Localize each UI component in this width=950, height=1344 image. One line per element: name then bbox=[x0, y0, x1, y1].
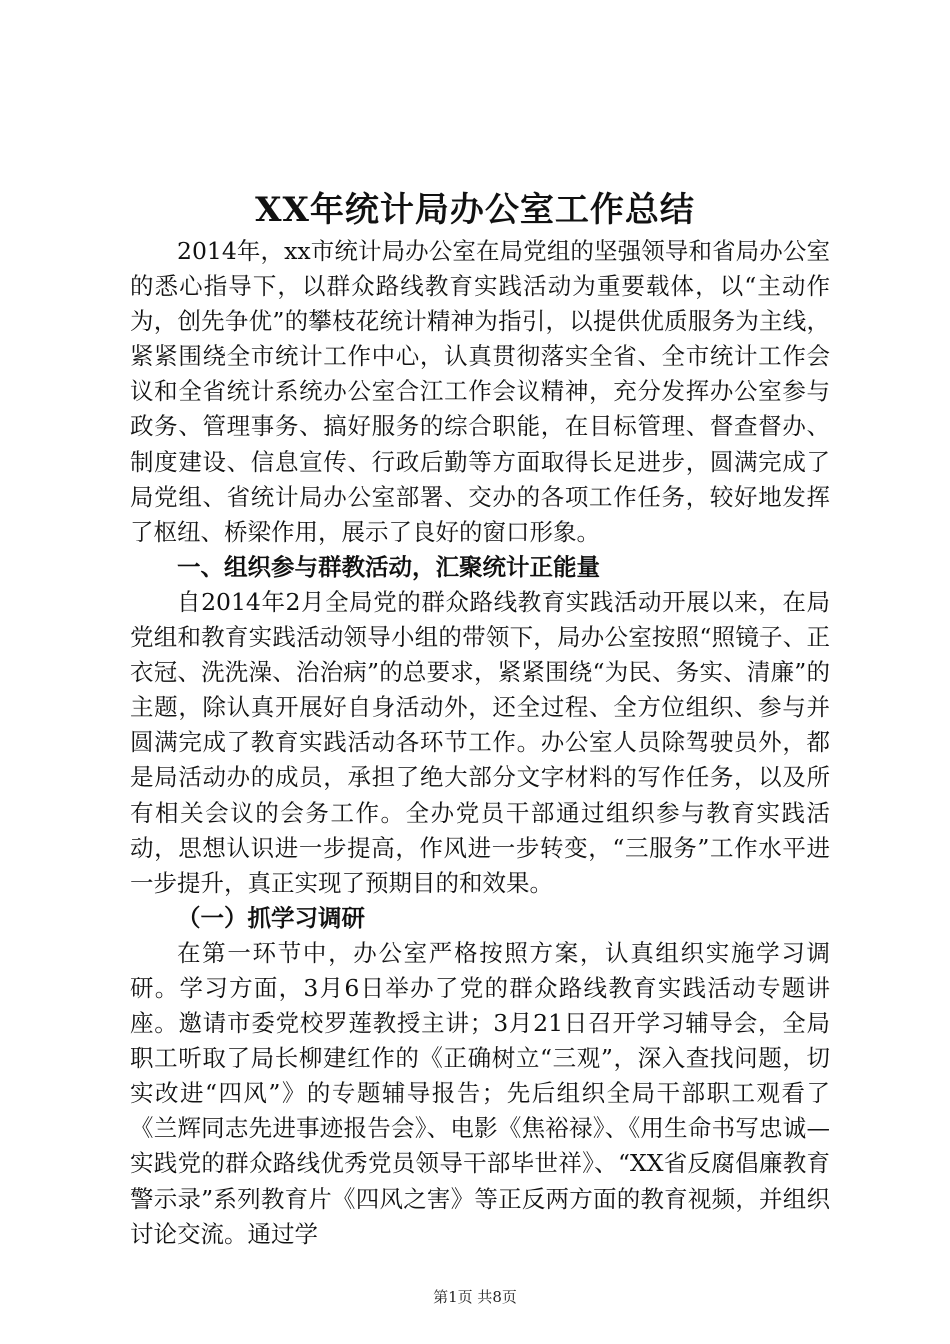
subsection-heading: （一）抓学习调研 bbox=[177, 903, 365, 932]
section-heading: 一、组织参与群教活动，汇聚统计正能量 bbox=[177, 552, 600, 581]
intro-paragraph: 2014年，xx市统计局办公室在局党组的坚强领导和省局办公室的悉心指导下，以群众路线教育实践活动为重要载体，以“主动作为，创先争优”的攀枝花统计精神为指引，以提供优质服务为主线，紧紧围绕全市统计工作中心，认真贯彻落实全省、全市统计工作会议和全省统计系统办公室合江工作会议精神，充分发挥办公室参与政务、管理事务、搞好服务的综合职能，在目标管理、督查督办、制度建设、信息宣传、行政后勤等方面取得长足进步，圆满完成了局党组、省统计局办公室部署、交办的各项工作任务，较好地发挥了枢纽、桥梁作用，展示了良好的窗口形象。 bbox=[130, 237, 830, 546]
page-footer: 第1页 共8页 bbox=[433, 1288, 517, 1306]
section-paragraph: 自2014年2月全局党的群众路线教育实践活动开展以来，在局党组和教育实践活动领导小组的带领下，局办公室按照“照镜子、正衣冠、洗洗澡、治治病”的总要求，紧紧围绕“为民、务实、清廉”的主题，除认真开展好自身活动外，还全过程、全方位组织、参与并圆满完成了教育实践活动各环节工作。办公室人员除驾驶员外，都是局活动办的成员，承担了绝大部分文字材料的写作任务，以及所有相关会议的会务工作。全办党员干部通过组织参与教育实践活动，思想认识进一步提高，作风进一步转变，“三服务”工作水平进一步提升，真正实现了预期目的和效果。 bbox=[130, 587, 830, 897]
document-title: XX年统计局办公室工作总结 bbox=[255, 190, 695, 230]
document-body bbox=[130, 234, 830, 1252]
subsection-paragraph: 在第一环节中，办公室严格按照方案，认真组织实施学习调研。学习方面，3月6日举办了党的群众路线教育实践活动专题讲座。邀请市委党校罗莲教授主讲；3月21日召开学习辅导会，全局职工听取了局长柳建红作的《正确树立“三观”，深入查找问题，切实改进“四风”》的专题辅导报告；先后组织全局干部职工观看了《兰辉同志先进事迹报告会》、电影《焦裕禄》、《用生命书写忠诚—实践党的群众路线优秀党员领导干部毕世祥》、“XX省反腐倡廉教育警示录”系列教育片《四风之害》等正反两方面的教育视频，并组织讨论交流。通过学 bbox=[130, 938, 830, 1248]
